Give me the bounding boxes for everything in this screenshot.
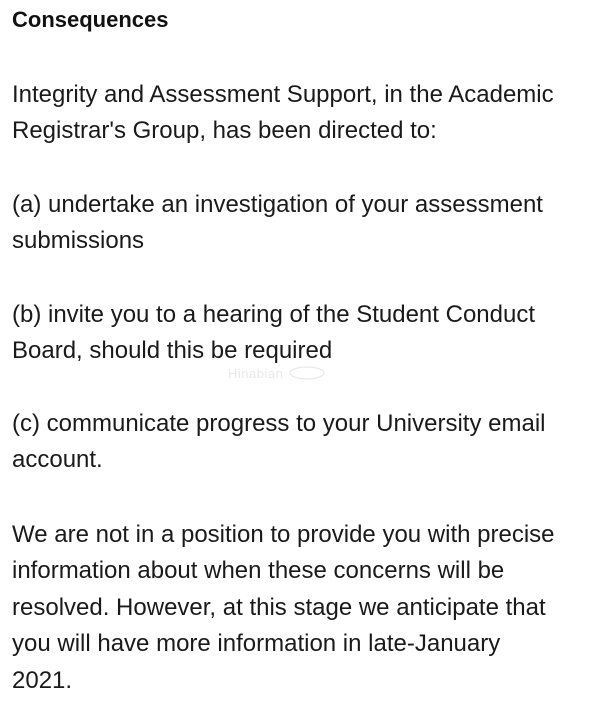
text-line: you will have more information in late-January	[12, 630, 501, 658]
section-heading: Consequences	[12, 7, 169, 32]
watermark-text: Hinabian	[228, 365, 284, 381]
item-b-paragraph	[12, 297, 535, 370]
text-line: (b) invite you to a hearing of the Student Conduct	[12, 301, 535, 328]
item-c-paragraph	[12, 406, 546, 479]
text-line: We are not in a position to provide you with precise	[12, 521, 555, 548]
text-line: Registrar's Group, has been directed to:	[12, 117, 437, 145]
text-line: resolved. However, at this stage we anticipate that	[12, 593, 546, 621]
intro-paragraph	[12, 77, 554, 150]
text-line: account.	[12, 446, 103, 474]
text-line: 2021.	[12, 666, 73, 694]
text-line: submissions	[12, 227, 145, 255]
text-line: information about when these concerns will be	[12, 557, 505, 585]
timeline-paragraph	[12, 517, 555, 699]
text-line: (a) undertake an investigation of your assessment	[12, 191, 543, 218]
text-line: (c) communicate progress to your University email	[12, 410, 546, 437]
text-line: Integrity and Assessment Support, in the Academic	[12, 81, 554, 108]
text-line: Board, should this be required	[12, 337, 333, 365]
item-a-paragraph	[12, 187, 543, 260]
